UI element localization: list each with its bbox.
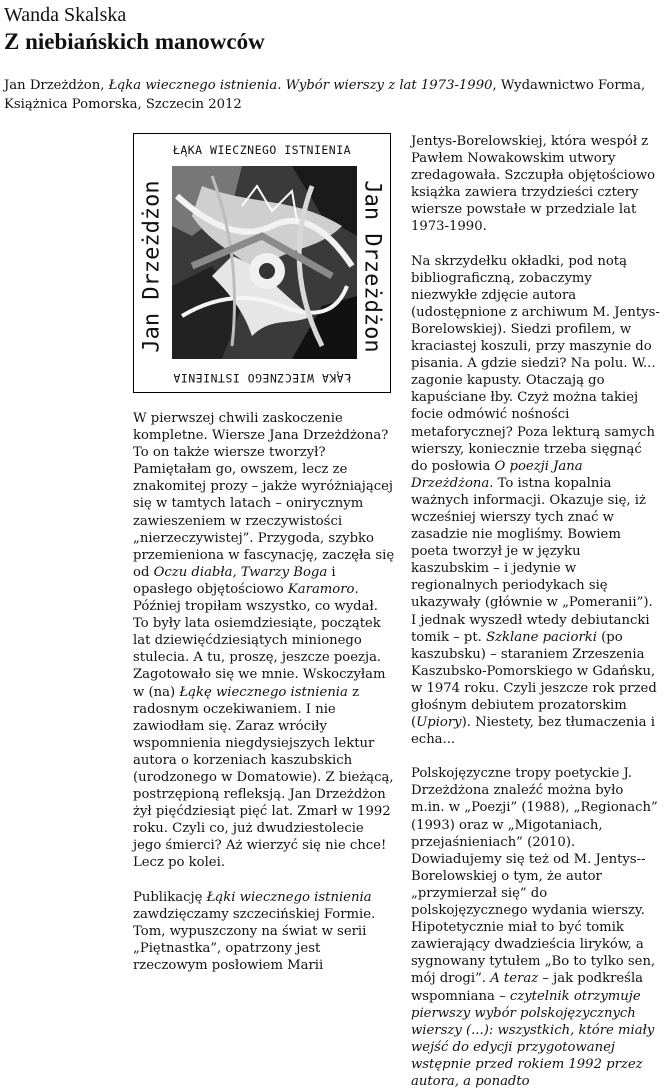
citation-publisher: , Wydawnictwo Forma, Książnica Pomorska, Szczecin 2012 [4,78,646,112]
article-title: Z niebiańskich manowców [4,29,265,54]
left-text-column [133,410,395,974]
paragraph: W pierwszej chwili zaskoczenie kompletne. Wiersze Jana Drzeżdżona? To on także wiersze tworzył? Pamiętałam go, owszem, lecz ze znakomitej prozy – jakże wyróżniającej się w tamtych latach – onirycznym zawieszeniem w rzeczywistości „nierzeczywistej”. Przygoda, szybko przemieniona w fascynację, zaczęła się od Oczu diabła, Twarzy Boga i opasłego objętościowo Karamoro. Później tropiłam wszystko, co wydał. To były lata osiemdziesiąte, początek lat dziewięćdziesiątych minionego stulecia. A tu, proszę, jeszcze poezja. Zagotowało się we mnie. Wskoczyłam w (na) Łąkę wiecznego istnienia z radosnym oczekiwaniem. I nie zawiodłam się. Zaraz wróciły wspomnienia niegdysiejszych lektur autora o korzeniach kaszubskich (urodzonego w Domatowie). Z bieżącą, postrzępioną refleksją. Jan Drzeżdżon żył pięćdziesiąt pięć lat. Zmarł w 1992 roku. Czyli co, już dwudziestolecie jego śmierci? Aż wierzyć się nie chce! Lecz po kolei. [133,411,395,871]
cover-top-title: ŁĄKA WIECZNEGO ISTNIENIA [172,143,352,157]
citation-author: Jan Drzeżdżon, [4,78,109,93]
cover-left-author: Jan Drzeżdżon [139,180,165,353]
paragraph: Polskojęzyczne tropy poetyckie J. Drzeżdżona znaleźć można było m.in. w „Poezji” (1988), „Regionach” (1993) oraz w „Migotaniach, przejaśnieniach” (2010). Dowiadujemy się też od M. Jentys--Borelowskiej o tym, że autor „przymierzał się” do polskojęzycznego wydania wierszy. Hipotetycznie miał to być tomik zawierający dwadzieścia liryków, a sygnowany tytułem „Bo to tylko sen, mój drogi”. A teraz – jak podkreśla wspomniana – czytelnik otrzymuje pierwszy wybór polskojęzycznych wierszy (...): wszystkich, które miały wejść do edycji przygotowanej wstępnie przed rokiem 1992 przez autora, a ponadto [411,766,658,1089]
book-cover-image [133,133,391,393]
right-text-column [411,133,661,1090]
cover-bottom-title: ŁĄKA WIECZNEGO ISTNIENIA [172,371,352,385]
article-author: Wanda Skalska [4,4,127,26]
citation-book-title: Łąka wiecznego istnienia. Wybór wierszy z lat 1973-1990 [108,78,493,93]
paragraph: Na skrzydełku okładki, pod notą bibliograficzną, zobaczymy niezwykłe zdjęcie autora (udostępnione z archiwum M. Jentys-Borelowskiej). Siedzi profilem, w kraciastej koszuli, przy maszynie do pisania. A gdzie siedzi? Na polu. W... zagonie kapusty. Otaczają go kapuściane łby. Czyż można takiej focie odmówić nośności metaforycznej? Poza lekturą samych wierszy, koniecznie trzeba sięgnąć do posłowia O poezji Jana Drzeżdżona. To istna kopalnia ważnych informacji. Okazuje się, iż wcześniej wierszy tych znać w zasadzie nie mogliśmy. Bowiem poeta tworzył je w języku kaszubskim – i jedynie w regionalnych periodykach się ukazywały (głównie w „Pomeranii”). I jednak wyszedł wtedy debiutancki tomik – pt. Szklane paciorki (po kaszubsku) – staraniem Zrzeszenia Kaszubsko-Pomorskiego w Gdańsku, w 1974 roku. Czyli jeszcze rok przed głośnym debiutem prozatorskim (Upiory). Niestety, bez tłumaczenia i echa... [411,253,660,748]
cover-right-author: Jan Drzeżdżon [359,180,385,353]
cover-artwork [172,166,357,359]
paragraph: Publikację Łąki wiecznego istnienia zawdzięczamy szczecińskiej Formie. Tom, wypuszczony na świat w serii „Piętnastka”, opatrzony jest rzeczowym posłowiem Marii [133,889,376,973]
book-citation [4,76,654,114]
paragraph: Jentys-Borelowskiej, która wespół z Pawłem Nowakowskim utwory zredagowała. Szczupła objętościowo książka zawiera trzydzieści cztery wiersze powstałe w przedziale lat 1973-1990. [411,134,656,235]
